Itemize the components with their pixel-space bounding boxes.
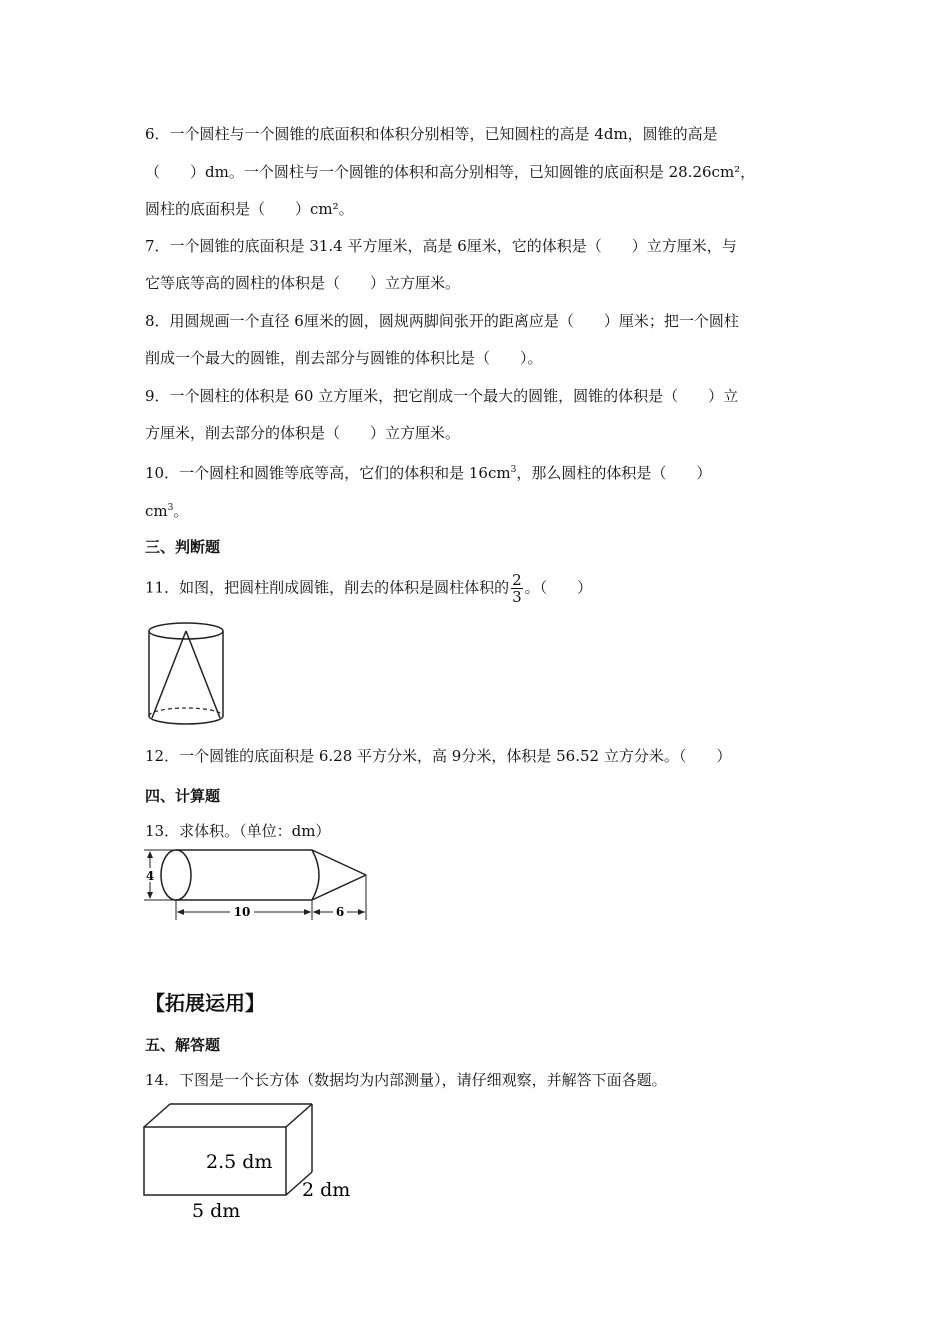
cylinder-bottom-front [149, 716, 223, 724]
length-label: 10 [233, 905, 251, 919]
cuboid-height-label: 2.5 dm [206, 1151, 273, 1173]
q7-line1: 7．一个圆锥的底面积是 31.4 平方厘米，高是 6厘米，它的体积是（ ）立方厘米，与 [145, 237, 737, 255]
cone-right-edge [186, 631, 220, 718]
q6-line1: 6．一个圆柱与一个圆锥的底面积和体积分别相等，已知圆柱的高是 4dm，圆锥的高是 [145, 125, 718, 143]
q7-line2: 它等底等高的圆柱的体积是（ ）立方厘米。 [145, 274, 461, 292]
q11-text-b: 。（ ） [524, 578, 593, 597]
q9-line2: 方厘米，削去部分的体积是（ ）立方厘米。 [145, 424, 461, 442]
q11-text-a: 11．如图，把圆柱削成圆锥，削去的体积是圆柱体积的 [145, 578, 510, 597]
cone-arrow-right [358, 909, 365, 915]
cylinder-cone-solid-figure [140, 846, 375, 926]
length-arrow-right [304, 909, 311, 915]
length-arrow-left [177, 909, 184, 915]
height-arrow-down [147, 892, 153, 899]
q10-line2 [145, 498, 188, 521]
q11-fraction [511, 572, 523, 605]
height-label: 4 [145, 869, 155, 883]
q8-line1: 8．用圆规画一个直径 6厘米的圆，圆规两脚间张开的距离应是（ ）厘米；把一个圆柱 [145, 312, 739, 330]
cylinder-bottom-back [149, 708, 223, 716]
q9-line1: 9．一个圆柱的体积是 60 立方厘米，把它削成一个最大的圆锥，圆锥的体积是（ ）立 [145, 387, 739, 405]
q10-unit-2: cm [145, 502, 168, 520]
q13-line: 13．求体积。（单位：dm） [145, 822, 331, 840]
q10-line1 [145, 460, 711, 483]
section-calculation-heading: 四、计算题 [145, 787, 221, 805]
cuboid-edge-top-left [144, 1104, 170, 1127]
q6-line2: （ ）dm。一个圆柱与一个圆锥的体积和高分别相等，已知圆锥的底面积是 28.26cm²， [145, 163, 756, 181]
cone-arrow-left [313, 909, 320, 915]
cylinder-cone-figure [140, 618, 235, 733]
section-judgement-heading: 三、判断题 [145, 538, 221, 556]
q10-exp-2: 3 [167, 503, 174, 513]
extension-title: 【拓展运用】 [145, 991, 265, 1015]
q11-line [145, 572, 592, 605]
height-arrow-up [147, 851, 153, 858]
q11-frac-num: 2 [512, 571, 522, 589]
q10-exp: 3 [510, 465, 517, 475]
cuboid-length-label: 5 dm [192, 1200, 241, 1222]
section-answer-heading: 五、解答题 [145, 1036, 221, 1054]
cone-length-label: 6 [335, 905, 345, 919]
q10-text-b: ，那么圆柱的体积是（ ） [516, 464, 712, 482]
q10-text-a: 10．一个圆柱和圆锥等底等高，它们的体积和是 16 [145, 464, 488, 482]
cone-bottom-edge [312, 875, 366, 900]
q10-unit: cm [487, 464, 511, 482]
q10-tail: 。 [173, 502, 189, 520]
q12-line: 12．一个圆锥的底面积是 6.28 平方分米，高 9分米，体积是 56.52 立方分米。（ ） [145, 747, 732, 765]
cuboid-edge-top-right [286, 1104, 312, 1127]
cone-top-edge [312, 850, 366, 875]
q11-frac-den: 3 [512, 588, 522, 606]
cylinder-end-ellipse [161, 850, 191, 900]
cuboid-figure [140, 1100, 370, 1225]
cone-left-edge [152, 631, 186, 718]
q14-line: 14．下图是一个长方体（数据均为内部测量），请仔细观察，并解答下面各题。 [145, 1071, 667, 1089]
q8-line2: 削成一个最大的圆锥，削去部分与圆锥的体积比是（ ）。 [145, 349, 543, 367]
cylinder-cone-junction [312, 850, 319, 900]
cuboid-depth-label: 2 dm [302, 1179, 351, 1201]
q6-line3: 圆柱的底面积是（ ）cm²。 [145, 200, 354, 218]
